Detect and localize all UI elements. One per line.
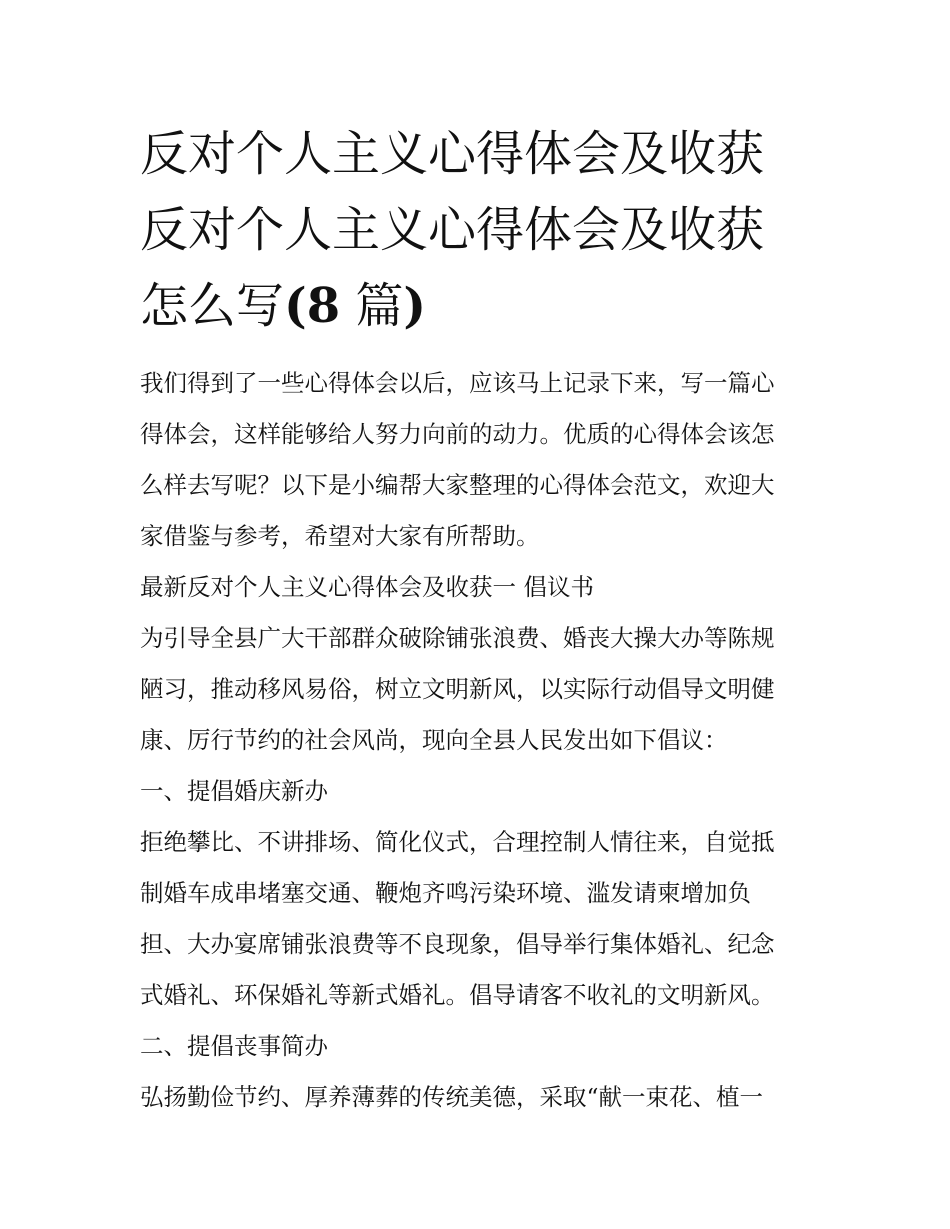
body-line: 我们得到了一些心得体会以后，应该马上记录下来，写一篇心	[140, 369, 775, 397]
title-line-3-end: )	[403, 278, 427, 334]
body-line: 么样去写呢？以下是小编帮大家整理的心得体会范文，欢迎大	[140, 471, 775, 499]
title-line-3-mid: 篇	[340, 278, 404, 334]
subsection-heading: 二、提倡丧事简办	[140, 1032, 328, 1060]
body-line: 担、大办宴席铺张浪费等不良现象，倡导举行集体婚礼、纪念	[140, 930, 775, 958]
body-line: 制婚车成串堵塞交通、鞭炮齐鸣污染环境、滥发请柬增加负	[140, 879, 751, 907]
title-line-3-bold: (8	[284, 278, 341, 334]
title-line-3-prefix: 怎么写	[140, 278, 285, 334]
body-line: 陋习，推动移风易俗，树立文明新风，以实际行动倡导文明健	[140, 675, 775, 703]
document-title	[140, 116, 820, 344]
body-line: 式婚礼、环保婚礼等新式婚礼。倡导请客不收礼的文明新风。	[140, 981, 775, 1009]
body-line: 家借鉴与参考，希望对大家有所帮助。	[140, 522, 540, 550]
body-line: 康、厉行节约的社会风尚，现向全县人民发出如下倡议：	[140, 726, 728, 754]
title-line-1: 反对个人主义心得体会及收获	[140, 126, 765, 182]
document-content	[140, 116, 820, 1123]
section-heading: 最新反对个人主义心得体会及收获一 倡议书	[140, 573, 594, 601]
document-body	[140, 358, 820, 1123]
title-line-3	[140, 268, 820, 344]
body-line: 弘扬勤俭节约、厚养薄葬的传统美德，采取“献一束花、植一	[140, 1083, 764, 1111]
body-line: 拒绝攀比、不讲排场、简化仪式，合理控制人情往来，自觉抵	[140, 828, 775, 856]
subsection-heading: 一、提倡婚庆新办	[140, 777, 328, 805]
body-line: 得体会，这样能够给人努力向前的动力。优质的心得体会该怎	[140, 420, 775, 448]
title-line-2: 反对个人主义心得体会及收获	[140, 202, 765, 258]
body-line: 为引导全县广大干部群众破除铺张浪费、婚丧大操大办等陈规	[140, 624, 775, 652]
